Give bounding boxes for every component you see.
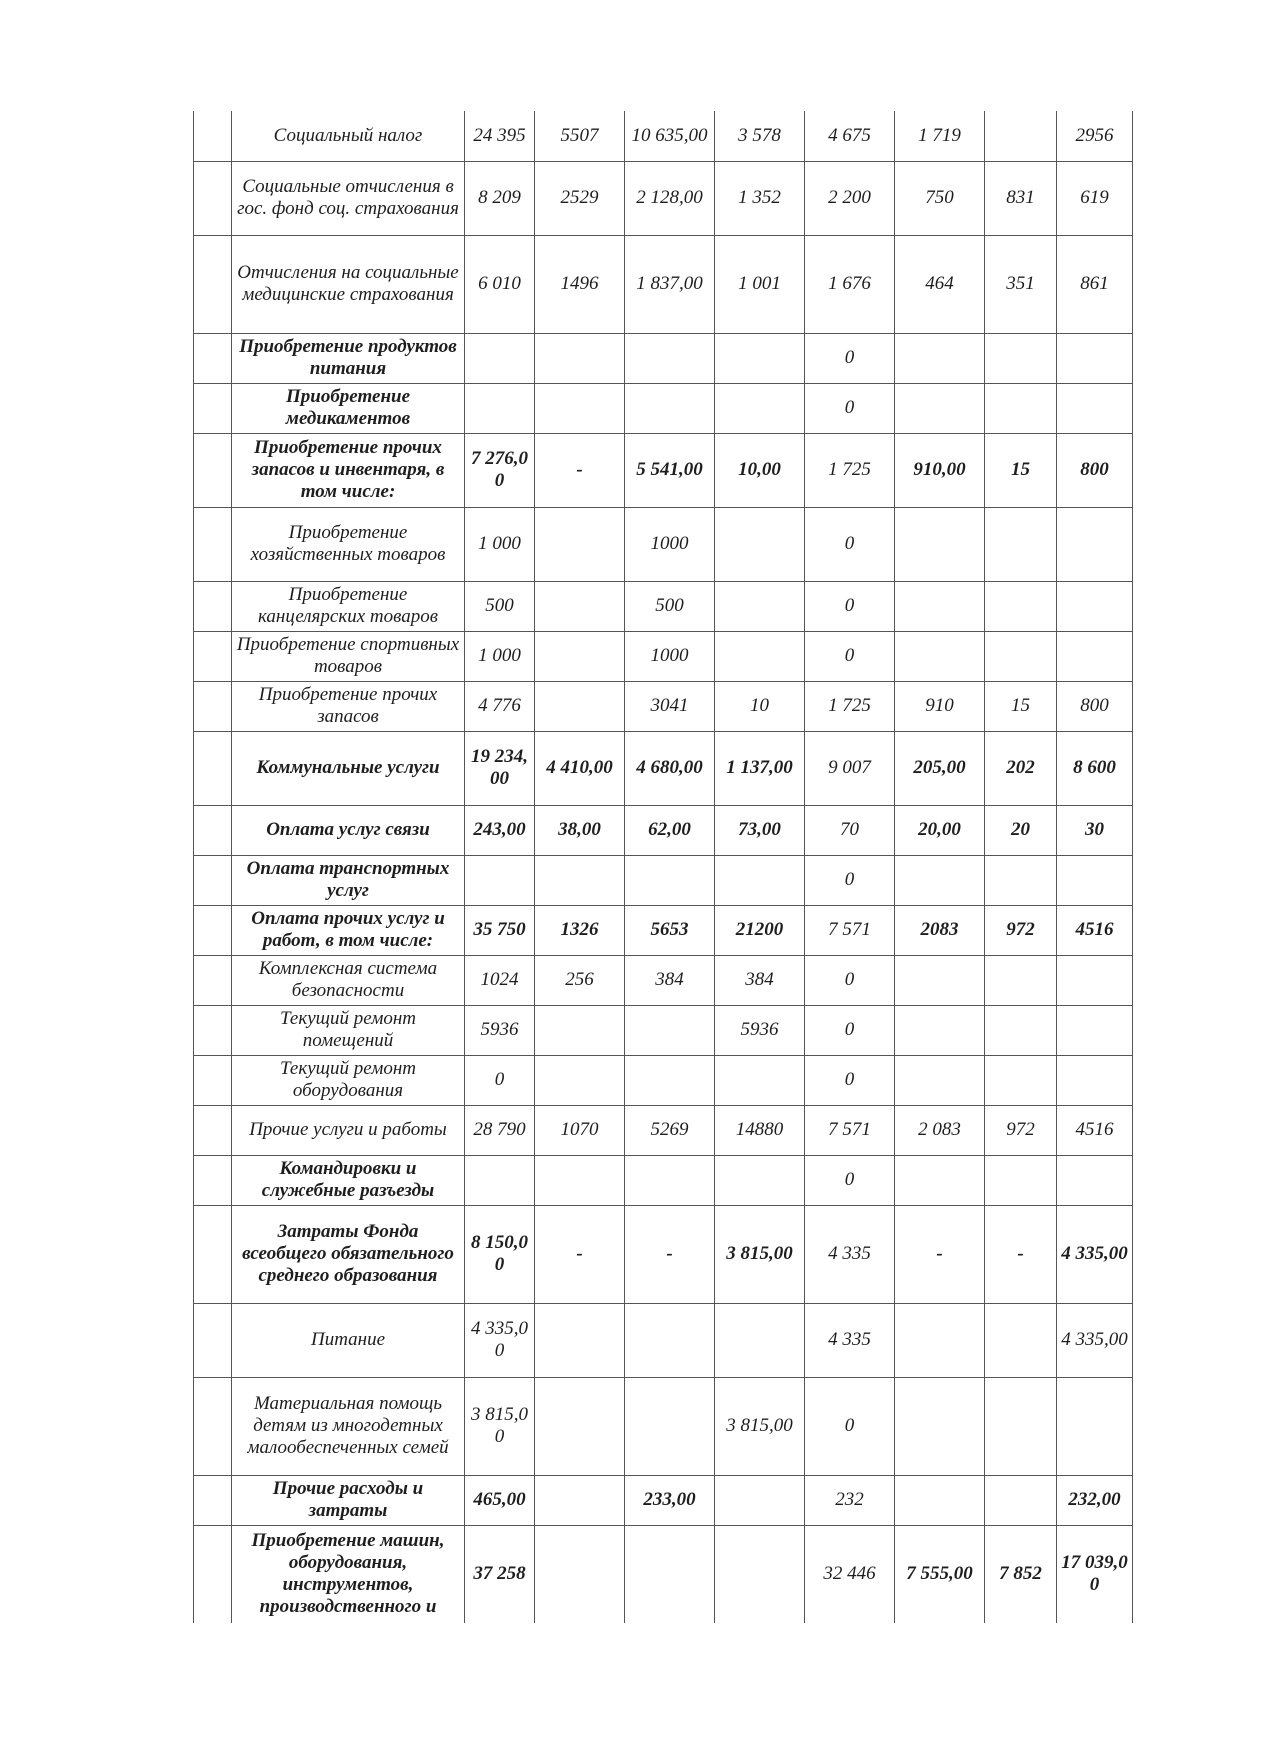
value-cell-col-6 [895, 631, 985, 681]
table-row [194, 855, 1133, 905]
row-index-cell [194, 955, 232, 1005]
value-cell-col-3 [625, 1055, 715, 1105]
row-label: Приобретение спортивных товаров [232, 631, 465, 681]
value-cell-col-3: 62,00 [625, 805, 715, 855]
value-cell-col-3: 500 [625, 581, 715, 631]
value-cell-col-5: 7 571 [805, 1105, 895, 1155]
value-cell-col-4 [715, 855, 805, 905]
value-cell-col-5: 0 [805, 1377, 895, 1475]
value-cell-col-3: 1000 [625, 631, 715, 681]
value-cell-col-5: 9 007 [805, 731, 895, 805]
row-label: Комплексная система безопасности [232, 955, 465, 1005]
value-cell-col-7 [985, 1475, 1057, 1525]
row-index-cell [194, 1205, 232, 1303]
value-cell-total: 1 000 [465, 507, 535, 581]
value-cell-col-3 [625, 1377, 715, 1475]
row-label: Оплата услуг связи [232, 805, 465, 855]
value-cell-col-3: 4 680,00 [625, 731, 715, 805]
table-row [194, 905, 1133, 955]
value-cell-col-7 [985, 955, 1057, 1005]
value-cell-col-7 [985, 1377, 1057, 1475]
value-cell-col-2: - [535, 1205, 625, 1303]
table-row [194, 1475, 1133, 1525]
value-cell-col-2: 4 410,00 [535, 731, 625, 805]
value-cell-col-5: 2 200 [805, 161, 895, 235]
value-cell-col-4: 3 815,00 [715, 1205, 805, 1303]
value-cell-col-7 [985, 631, 1057, 681]
value-cell-total: 1 000 [465, 631, 535, 681]
value-cell-col-4 [715, 581, 805, 631]
value-cell-col-2 [535, 855, 625, 905]
row-index-cell [194, 1377, 232, 1475]
value-cell-col-8: 2956 [1057, 111, 1133, 161]
value-cell-col-4 [715, 1525, 805, 1623]
value-cell-col-6 [895, 507, 985, 581]
row-index-cell [194, 1475, 232, 1525]
value-cell-col-4: 3 578 [715, 111, 805, 161]
value-cell-col-3 [625, 1525, 715, 1623]
value-cell-total: 1024 [465, 955, 535, 1005]
value-cell-col-5: 0 [805, 955, 895, 1005]
value-cell-col-7 [985, 1055, 1057, 1105]
value-cell-col-7: 15 [985, 433, 1057, 507]
value-cell-col-2 [535, 631, 625, 681]
row-label: Приобретение прочих запасов и инвентаря, в том числе: [232, 433, 465, 507]
value-cell-col-4 [715, 383, 805, 433]
row-index-cell [194, 1105, 232, 1155]
value-cell-col-2 [535, 1055, 625, 1105]
value-cell-col-2 [535, 1475, 625, 1525]
value-cell-col-2 [535, 1377, 625, 1475]
value-cell-total: 0 [465, 1055, 535, 1105]
value-cell-col-7: 972 [985, 905, 1057, 955]
row-label: Командировки и служебные разъезды [232, 1155, 465, 1205]
value-cell-col-2: 38,00 [535, 805, 625, 855]
value-cell-col-4: 3 815,00 [715, 1377, 805, 1475]
value-cell-col-3 [625, 333, 715, 383]
value-cell-col-8 [1057, 333, 1133, 383]
value-cell-col-5: 7 571 [805, 905, 895, 955]
table-row [194, 111, 1133, 161]
value-cell-total: 7 276,00 [465, 433, 535, 507]
value-cell-col-6 [895, 1303, 985, 1377]
value-cell-total: 4 776 [465, 681, 535, 731]
row-label: Питание [232, 1303, 465, 1377]
value-cell-col-8: 4 335,00 [1057, 1303, 1133, 1377]
value-cell-col-6 [895, 333, 985, 383]
value-cell-col-4: 384 [715, 955, 805, 1005]
value-cell-col-8: 861 [1057, 235, 1133, 333]
value-cell-col-3: 10 635,00 [625, 111, 715, 161]
value-cell-col-8 [1057, 507, 1133, 581]
value-cell-col-8: 30 [1057, 805, 1133, 855]
row-index-cell [194, 111, 232, 161]
value-cell-col-8 [1057, 581, 1133, 631]
value-cell-col-4: 10 [715, 681, 805, 731]
value-cell-col-6 [895, 1475, 985, 1525]
row-label: Текущий ремонт оборудования [232, 1055, 465, 1105]
value-cell-col-6 [895, 855, 985, 905]
row-label: Материальная помощь детям из многодетных малообеспеченных семей [232, 1377, 465, 1475]
value-cell-col-7 [985, 1155, 1057, 1205]
table-row [194, 1525, 1133, 1623]
row-index-cell [194, 805, 232, 855]
value-cell-col-7: - [985, 1205, 1057, 1303]
value-cell-col-8 [1057, 1377, 1133, 1475]
value-cell-col-3: 1000 [625, 507, 715, 581]
table-row [194, 1055, 1133, 1105]
value-cell-col-6 [895, 1005, 985, 1055]
value-cell-col-7: 351 [985, 235, 1057, 333]
value-cell-col-3: 5 541,00 [625, 433, 715, 507]
row-index-cell [194, 631, 232, 681]
value-cell-total: 24 395 [465, 111, 535, 161]
value-cell-col-8 [1057, 383, 1133, 433]
value-cell-col-2: 2529 [535, 161, 625, 235]
value-cell-col-3: 384 [625, 955, 715, 1005]
value-cell-col-6: - [895, 1205, 985, 1303]
row-index-cell [194, 433, 232, 507]
value-cell-col-3 [625, 383, 715, 433]
value-cell-col-3 [625, 1303, 715, 1377]
value-cell-col-6 [895, 1155, 985, 1205]
value-cell-col-8: 800 [1057, 433, 1133, 507]
row-index-cell [194, 681, 232, 731]
value-cell-col-8: 232,00 [1057, 1475, 1133, 1525]
value-cell-col-7: 972 [985, 1105, 1057, 1155]
value-cell-col-4 [715, 507, 805, 581]
value-cell-col-8: 4516 [1057, 1105, 1133, 1155]
value-cell-col-5: 0 [805, 581, 895, 631]
value-cell-col-8 [1057, 631, 1133, 681]
value-cell-total [465, 383, 535, 433]
value-cell-col-2 [535, 1525, 625, 1623]
value-cell-total: 6 010 [465, 235, 535, 333]
value-cell-col-6 [895, 955, 985, 1005]
value-cell-col-3: - [625, 1205, 715, 1303]
table-row [194, 955, 1133, 1005]
value-cell-col-2: 1326 [535, 905, 625, 955]
row-index-cell [194, 1303, 232, 1377]
value-cell-col-5: 0 [805, 1155, 895, 1205]
value-cell-col-5: 0 [805, 631, 895, 681]
value-cell-total: 19 234,00 [465, 731, 535, 805]
table-row [194, 731, 1133, 805]
row-label: Приобретение медикаментов [232, 383, 465, 433]
value-cell-col-5: 1 676 [805, 235, 895, 333]
value-cell-total: 3 815,00 [465, 1377, 535, 1475]
table-row [194, 161, 1133, 235]
row-label: Прочие услуги и работы [232, 1105, 465, 1155]
row-label: Социальный налог [232, 111, 465, 161]
value-cell-col-7: 831 [985, 161, 1057, 235]
value-cell-col-7: 20 [985, 805, 1057, 855]
row-index-cell [194, 235, 232, 333]
row-label: Приобретение канцелярских товаров [232, 581, 465, 631]
value-cell-col-4 [715, 1155, 805, 1205]
value-cell-total: 500 [465, 581, 535, 631]
value-cell-col-3: 5269 [625, 1105, 715, 1155]
row-label: Социальные отчисления в гос. фонд соц. страхования [232, 161, 465, 235]
value-cell-total [465, 855, 535, 905]
value-cell-col-8: 800 [1057, 681, 1133, 731]
value-cell-col-8 [1057, 1005, 1133, 1055]
row-label: Коммунальные услуги [232, 731, 465, 805]
value-cell-total: 465,00 [465, 1475, 535, 1525]
row-label: Приобретение хозяйственных товаров [232, 507, 465, 581]
value-cell-col-7 [985, 855, 1057, 905]
table-row [194, 1155, 1133, 1205]
value-cell-col-5: 0 [805, 1005, 895, 1055]
value-cell-col-3 [625, 1005, 715, 1055]
value-cell-col-6 [895, 1055, 985, 1105]
row-label: Приобретение продуктов питания [232, 333, 465, 383]
value-cell-total: 5936 [465, 1005, 535, 1055]
value-cell-col-4: 1 001 [715, 235, 805, 333]
value-cell-col-7 [985, 111, 1057, 161]
value-cell-col-8 [1057, 1155, 1133, 1205]
value-cell-total [465, 1155, 535, 1205]
value-cell-col-3: 3041 [625, 681, 715, 731]
value-cell-col-7 [985, 581, 1057, 631]
table-row [194, 1205, 1133, 1303]
row-index-cell [194, 1155, 232, 1205]
table-row [194, 1105, 1133, 1155]
value-cell-col-7 [985, 383, 1057, 433]
value-cell-col-7 [985, 333, 1057, 383]
row-index-cell [194, 1525, 232, 1623]
value-cell-total: 28 790 [465, 1105, 535, 1155]
value-cell-col-3 [625, 1155, 715, 1205]
value-cell-col-3: 1 837,00 [625, 235, 715, 333]
value-cell-col-5: 0 [805, 333, 895, 383]
table-row [194, 235, 1133, 333]
row-label: Текущий ремонт помещений [232, 1005, 465, 1055]
value-cell-col-5: 1 725 [805, 681, 895, 731]
row-label: Оплата транспортных услуг [232, 855, 465, 905]
row-index-cell [194, 1005, 232, 1055]
value-cell-total: 4 335,00 [465, 1303, 535, 1377]
value-cell-col-5: 232 [805, 1475, 895, 1525]
table-row [194, 333, 1133, 383]
value-cell-col-4 [715, 333, 805, 383]
value-cell-total: 8 209 [465, 161, 535, 235]
row-index-cell [194, 1055, 232, 1105]
value-cell-col-5: 0 [805, 855, 895, 905]
value-cell-col-6: 750 [895, 161, 985, 235]
row-index-cell [194, 383, 232, 433]
value-cell-col-4: 1 137,00 [715, 731, 805, 805]
value-cell-col-2 [535, 333, 625, 383]
value-cell-col-3 [625, 855, 715, 905]
table-row [194, 383, 1133, 433]
value-cell-col-5: 4 335 [805, 1205, 895, 1303]
value-cell-col-4: 5936 [715, 1005, 805, 1055]
value-cell-col-7 [985, 1303, 1057, 1377]
value-cell-col-5: 4 675 [805, 111, 895, 161]
table-row [194, 1005, 1133, 1055]
row-index-cell [194, 333, 232, 383]
value-cell-col-2 [535, 507, 625, 581]
table-row [194, 581, 1133, 631]
table-row [194, 507, 1133, 581]
value-cell-col-3: 5653 [625, 905, 715, 955]
value-cell-col-5: 0 [805, 507, 895, 581]
value-cell-col-7 [985, 507, 1057, 581]
row-index-cell [194, 161, 232, 235]
value-cell-col-5: 0 [805, 383, 895, 433]
table-row [194, 1303, 1133, 1377]
value-cell-col-3: 2 128,00 [625, 161, 715, 235]
value-cell-col-8: 8 600 [1057, 731, 1133, 805]
row-index-cell [194, 581, 232, 631]
value-cell-total [465, 333, 535, 383]
value-cell-col-5: 4 335 [805, 1303, 895, 1377]
value-cell-col-6: 1 719 [895, 111, 985, 161]
row-index-cell [194, 731, 232, 805]
value-cell-col-8: 4 335,00 [1057, 1205, 1133, 1303]
value-cell-col-8 [1057, 855, 1133, 905]
row-index-cell [194, 507, 232, 581]
value-cell-col-6: 7 555,00 [895, 1525, 985, 1623]
value-cell-col-2 [535, 1303, 625, 1377]
value-cell-col-7: 202 [985, 731, 1057, 805]
value-cell-col-6 [895, 1377, 985, 1475]
value-cell-col-5: 1 725 [805, 433, 895, 507]
value-cell-total: 37 258 [465, 1525, 535, 1623]
table-row [194, 631, 1133, 681]
table-row [194, 1377, 1133, 1475]
value-cell-col-2: 1070 [535, 1105, 625, 1155]
value-cell-col-8 [1057, 955, 1133, 1005]
value-cell-col-5: 0 [805, 1055, 895, 1105]
value-cell-col-2: - [535, 433, 625, 507]
row-label: Прочие расходы и затраты [232, 1475, 465, 1525]
row-label: Затраты Фонда всеобщего обязательного среднего образования [232, 1205, 465, 1303]
table-row [194, 805, 1133, 855]
value-cell-col-4 [715, 631, 805, 681]
value-cell-col-6 [895, 581, 985, 631]
row-label: Отчисления на социальные медицинские страхования [232, 235, 465, 333]
value-cell-col-4: 10,00 [715, 433, 805, 507]
value-cell-col-4: 73,00 [715, 805, 805, 855]
value-cell-col-4: 14880 [715, 1105, 805, 1155]
row-label: Оплата прочих услуг и работ, в том числе: [232, 905, 465, 955]
value-cell-col-2 [535, 383, 625, 433]
value-cell-col-6: 205,00 [895, 731, 985, 805]
value-cell-col-6: 910,00 [895, 433, 985, 507]
value-cell-col-6: 910 [895, 681, 985, 731]
row-label: Приобретение прочих запасов [232, 681, 465, 731]
value-cell-total: 8 150,00 [465, 1205, 535, 1303]
value-cell-col-4 [715, 1303, 805, 1377]
value-cell-col-8: 17 039,00 [1057, 1525, 1133, 1623]
budget-table [193, 111, 1133, 1623]
value-cell-col-6: 2083 [895, 905, 985, 955]
value-cell-col-6: 2 083 [895, 1105, 985, 1155]
value-cell-col-8 [1057, 1055, 1133, 1105]
value-cell-col-4 [715, 1055, 805, 1105]
value-cell-col-2: 5507 [535, 111, 625, 161]
value-cell-col-2: 256 [535, 955, 625, 1005]
value-cell-col-6: 20,00 [895, 805, 985, 855]
row-index-cell [194, 905, 232, 955]
value-cell-col-2 [535, 1005, 625, 1055]
value-cell-col-4: 21200 [715, 905, 805, 955]
value-cell-col-4: 1 352 [715, 161, 805, 235]
value-cell-col-2: 1496 [535, 235, 625, 333]
row-label: Приобретение машин, оборудования, инструментов, производственного и [232, 1525, 465, 1623]
value-cell-col-7: 7 852 [985, 1525, 1057, 1623]
value-cell-col-8: 619 [1057, 161, 1133, 235]
value-cell-col-5: 32 446 [805, 1525, 895, 1623]
value-cell-col-2 [535, 681, 625, 731]
row-index-cell [194, 855, 232, 905]
value-cell-col-2 [535, 581, 625, 631]
value-cell-col-6 [895, 383, 985, 433]
value-cell-col-5: 70 [805, 805, 895, 855]
value-cell-total: 35 750 [465, 905, 535, 955]
value-cell-col-4 [715, 1475, 805, 1525]
value-cell-col-2 [535, 1155, 625, 1205]
table-row [194, 681, 1133, 731]
table-row [194, 433, 1133, 507]
value-cell-col-7 [985, 1005, 1057, 1055]
value-cell-col-8: 4516 [1057, 905, 1133, 955]
value-cell-col-6: 464 [895, 235, 985, 333]
value-cell-col-3: 233,00 [625, 1475, 715, 1525]
value-cell-total: 243,00 [465, 805, 535, 855]
value-cell-col-7: 15 [985, 681, 1057, 731]
